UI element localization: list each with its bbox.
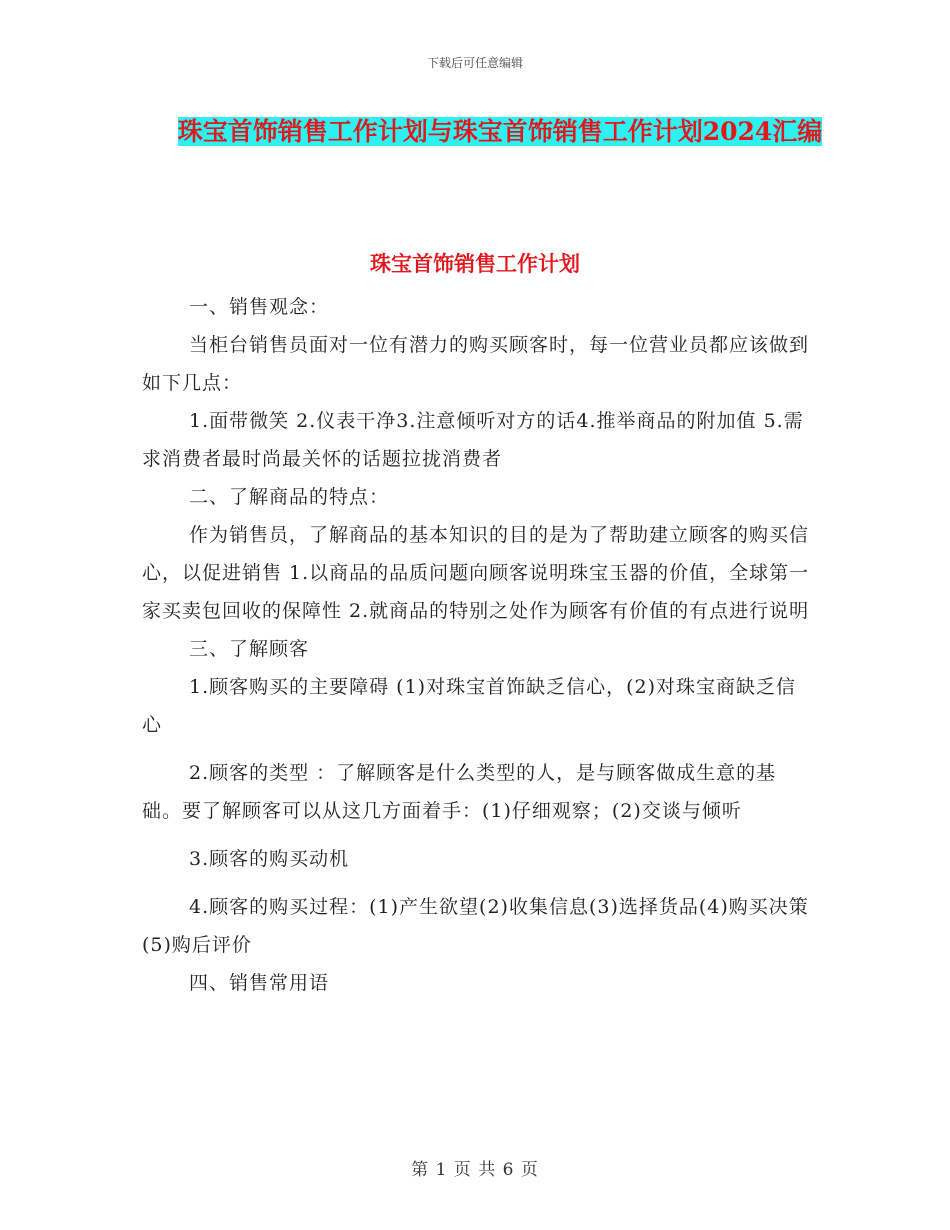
paragraph: 1.面带微笑 2.仪表干净3.注意倾听对方的话4.推举商品的附加值 5.需求消费者最时尚最关怀的话题拉拢消费者: [142, 410, 804, 470]
paragraph-heading-2: 二、了解商品的特点：: [189, 486, 390, 508]
paragraph: 2.顾客的类型 ：了解顾客是什么类型的人，是与顾客做成生意的基础。要了解顾客可以从这几方面着手：(1)仔细观察；(2)交谈与倾听: [142, 762, 777, 822]
paragraph-heading-4: 四、销售常用语: [189, 972, 330, 994]
header-note: 下载后可任意编辑: [426, 56, 523, 70]
document-title: [140, 110, 860, 153]
paragraph: 4.顾客的购买过程：(1)产生欲望(2)收集信息(3)选择货品(4)购买决策(5)购后评价: [142, 896, 809, 956]
paragraph-heading-1: 一、销售观念：: [189, 296, 330, 318]
paragraph: 作为销售员，了解商品的基本知识的目的是为了帮助建立顾客的购买信心，以促进销售 1.以商品的品质问题向顾客说明珠宝玉器的价值，全球第一家买卖包回收的保障性 2.就商品的特别之处作为顾客有价值的有点进行说明: [142, 524, 810, 622]
document-body: [142, 288, 810, 1002]
paragraph: 1.顾客购买的主要障碍 (1)对珠宝首饰缺乏信心，(2)对珠宝商缺乏信心: [142, 676, 796, 736]
paragraph-heading-3: 三、了解顾客: [189, 638, 310, 660]
page-number: 第 1 页 共 6 页: [411, 1160, 539, 1180]
section-title: 珠宝首饰销售工作计划: [370, 251, 580, 276]
document-title-text: 珠宝首饰销售工作计划与珠宝首饰销售工作计划2024汇编: [177, 117, 823, 146]
paragraph: 3.顾客的购买动机: [189, 848, 350, 870]
paragraph: 当柜台销售员面对一位有潜力的购买顾客时，每一位营业员都应该做到如下几点：: [142, 334, 810, 394]
